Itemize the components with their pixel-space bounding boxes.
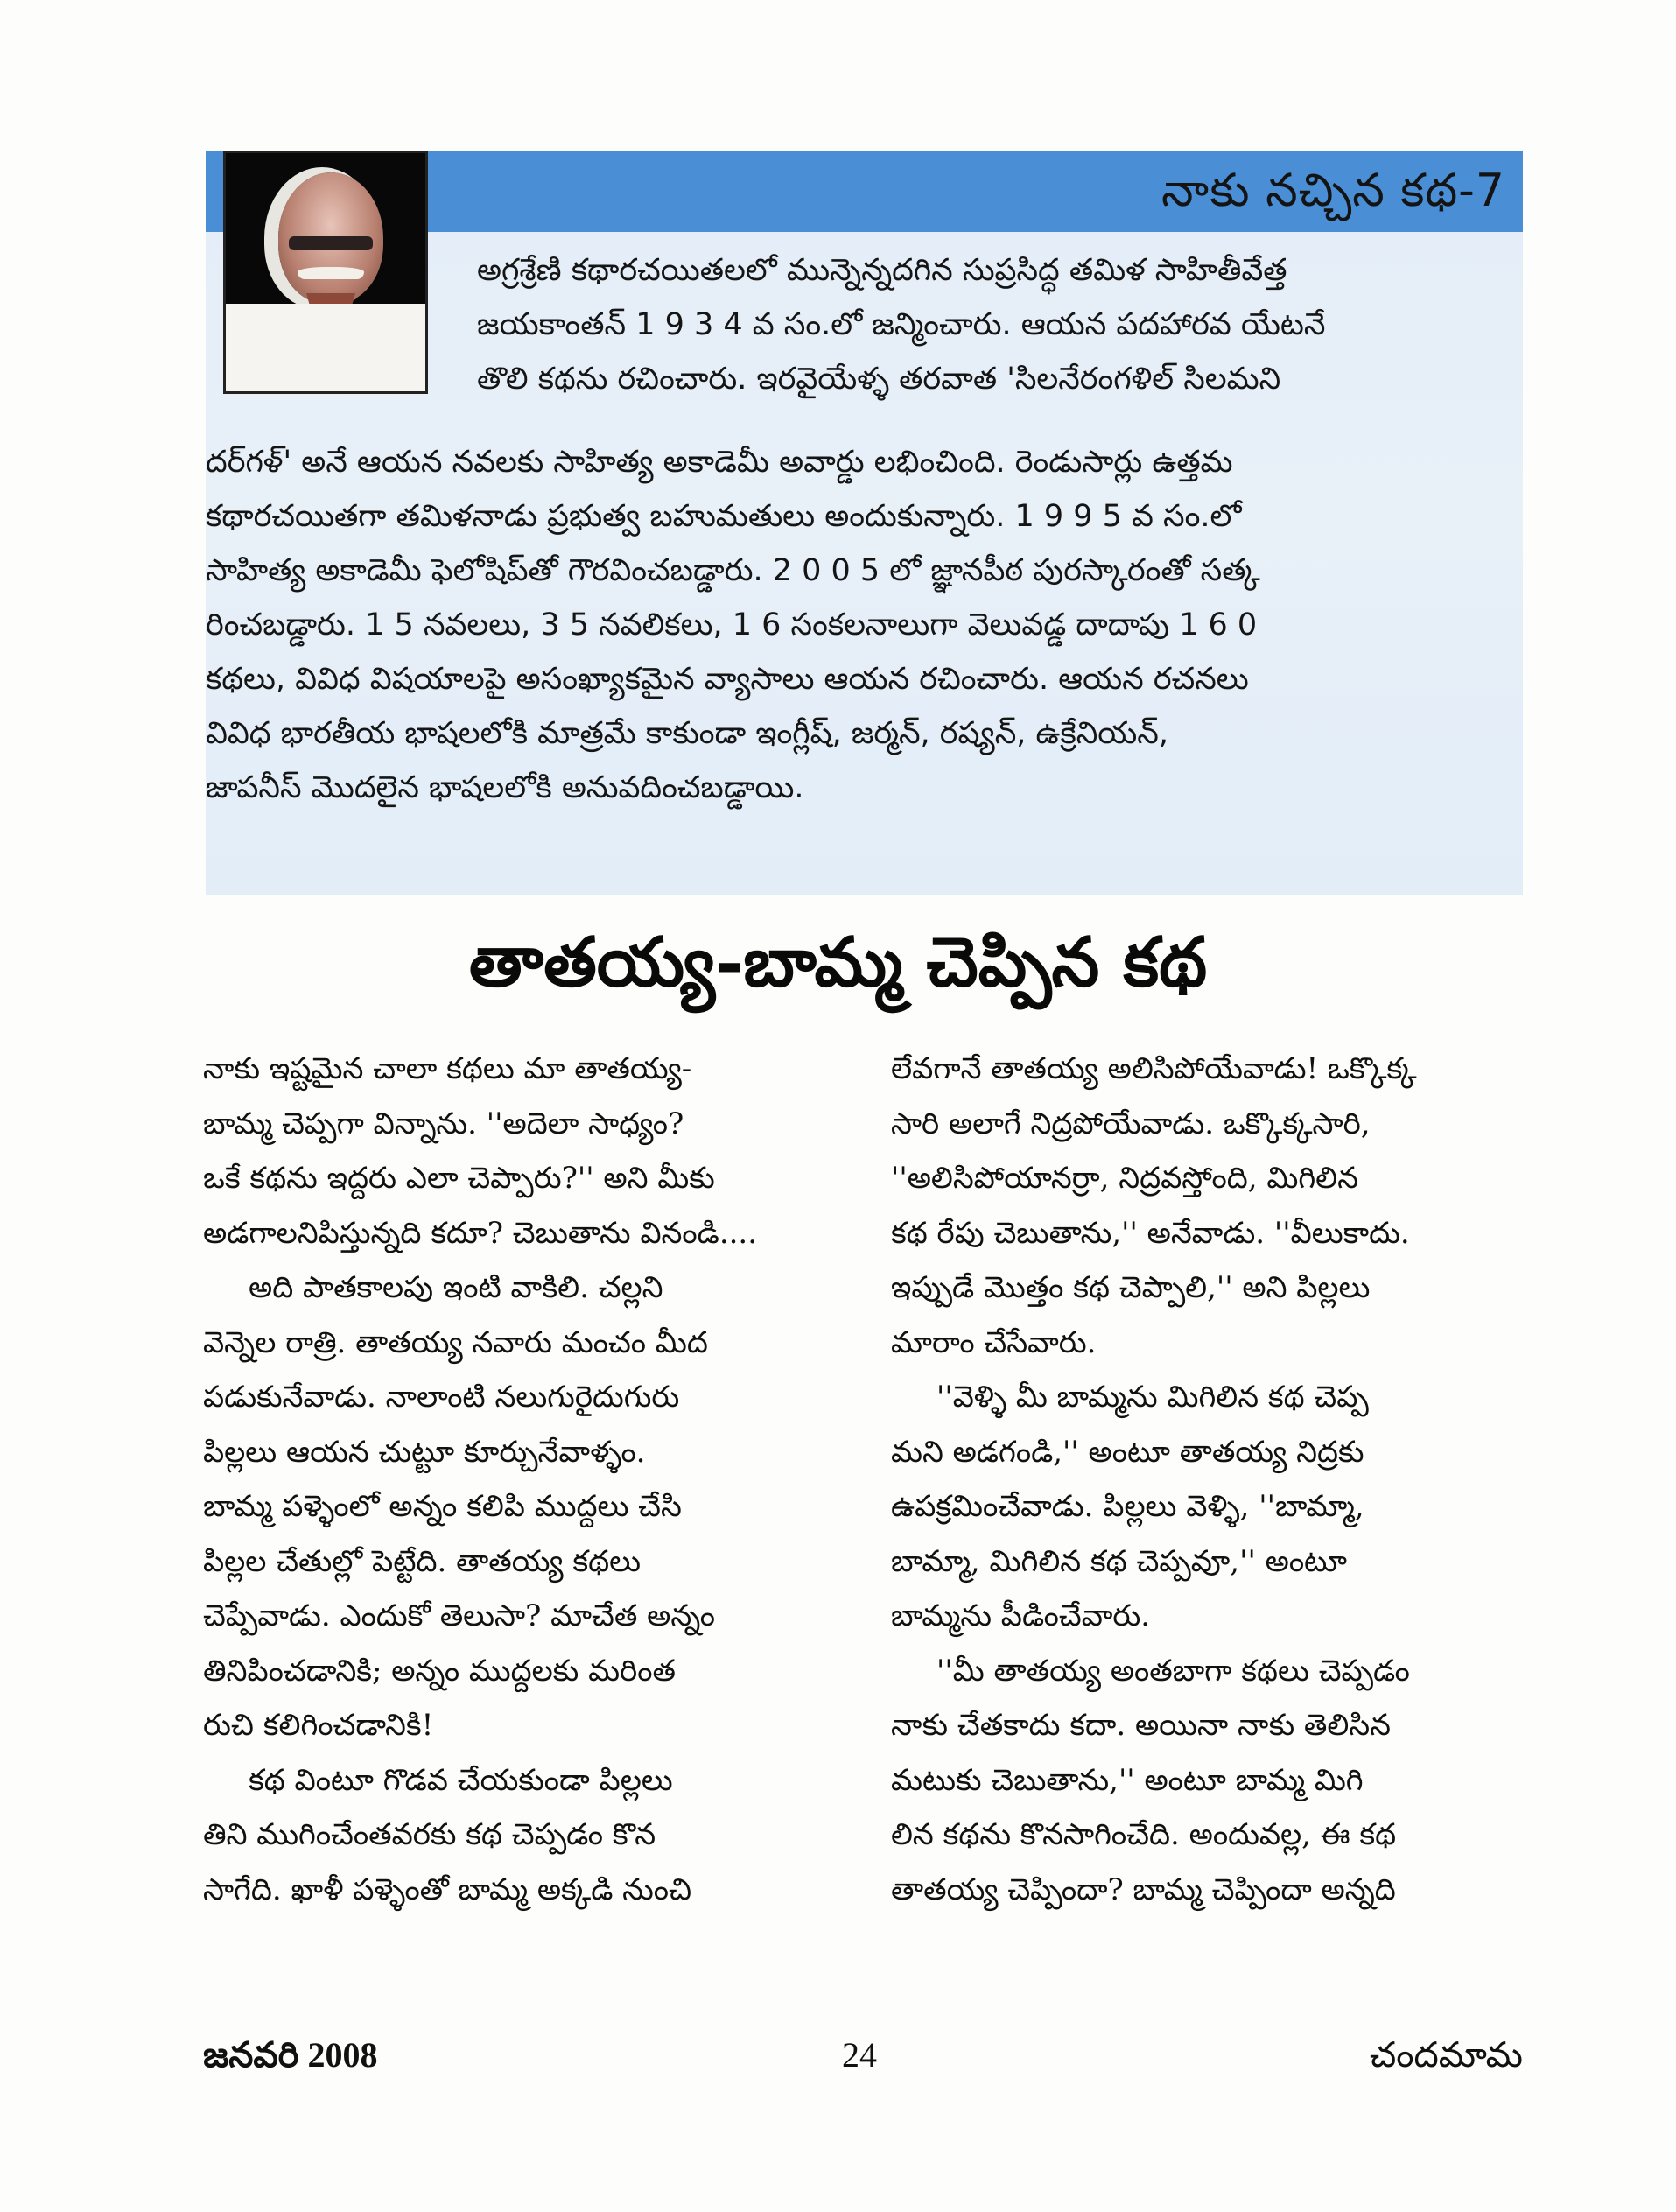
story-line: లేవగానే తాతయ్య అలిసిపోయేవాడు! ఒక్కొక్క	[891, 1051, 1417, 1086]
intro-line: కథారచయితగా తమిళనాడు ప్రభుత్వ బహుమతులు అందుకున్నారు. 1 9 9 5 వ సం.లో	[206, 499, 1242, 534]
author-photo-glasses	[289, 236, 373, 250]
story-line: ''వెళ్ళి మీ బామ్మను మిగిలిన కథ చెప్ప	[936, 1380, 1369, 1415]
story-line: కథ రేపు చెబుతాను,'' అనేవాడు. ''వీలుకాదు.	[891, 1215, 1410, 1251]
story-line: మారాం చేసేవారు.	[891, 1324, 1097, 1360]
footer-issue-date: జనవరి 2008	[203, 2035, 378, 2075]
story-line: మటుకు చెబుతాను,'' అంటూ బామ్మ మిగి	[891, 1762, 1364, 1798]
story-column-right	[891, 1042, 1534, 1917]
story-line: చెప్పేవాడు. ఎందుకో తెలుసా? మాచేత అన్నం	[203, 1598, 716, 1633]
story-line: మని అడగండి,'' అంటూ తాతయ్య నిద్రకు	[891, 1434, 1364, 1470]
intro-line: సాహిత్య అకాడెమీ ఫెలోషిప్‌తో గౌరవించబడ్డారు. 2 0 0 5 లో జ్ఞానపీఠ పురస్కారంతో సత్క	[206, 553, 1260, 588]
intro-line: తొలి కథను రచించారు. ఇరవైయేళ్ళ తరవాత 'సిలనేరంగళిల్ సిలమని	[477, 362, 1281, 397]
intro-line: వివిధ భారతీయ భాషలలోకి మాత్రమే కాకుండా ఇంగ్లీష్, జర్మన్, రష్యన్, ఉక్రేనియన్,	[206, 716, 1168, 751]
story-line: పిల్లల చేతుల్లో పెట్టేది. తాతయ్య కథలు	[203, 1543, 642, 1579]
story-line: వెన్నెల రాత్రి. తాతయ్య నవారు మంచం మీద	[203, 1324, 708, 1360]
intro-line: రించబడ్డారు. 1 5 నవలలు, 3 5 నవలికలు, 1 6 సంకలనాలుగా వెలువడ్డ దాదాపు 1 6 0	[206, 607, 1258, 643]
story-line: సాగేది. ఖాళీ పళ్ళెంతో బామ్మ అక్కడి నుంచి	[203, 1871, 692, 1907]
story-line: నాకు ఇష్టమైన చాలా కథలు మా తాతయ్య-	[203, 1051, 692, 1086]
intro-line: జయకాంతన్ 1 9 3 4 వ సం.లో జన్మించారు. ఆయన పదహారవ యేటనే	[477, 307, 1326, 342]
intro-text-top	[477, 243, 1325, 406]
story-line: బామ్మను పీడించేవారు.	[891, 1598, 1151, 1633]
story-line: ఒకే కథను ఇద్దరు ఎలా చెప్పారు?'' అని మీకు	[203, 1161, 715, 1196]
story-line: తాతయ్య చెప్పిందా? బామ్మ చెప్పిందా అన్నది	[891, 1871, 1396, 1907]
intro-line: కథలు, వివిధ విషయాలపై అసంఖ్యాకమైన వ్యాసాలు ఆయన రచించారు. ఆయన రచనలు	[206, 662, 1249, 697]
story-line: రుచి కలిగించడానికి!	[203, 1708, 434, 1743]
story-column-left	[203, 1042, 846, 1917]
story-line: తిని ముగించేంతవరకు కథ చెప్పడం కొన	[203, 1817, 656, 1852]
footer-page-number: 24	[842, 2035, 877, 2075]
story-line: ఇప్పుడే మొత్తం కథ చెప్పాలి,'' అని పిల్లలు	[891, 1270, 1371, 1305]
author-photo	[223, 151, 428, 394]
author-photo-mustache	[298, 267, 364, 279]
author-photo-shirt	[226, 304, 425, 391]
story-line: అడగాలనిపిస్తున్నది కదూ? చెబుతాను వినండి....	[203, 1215, 758, 1251]
story-line: బామ్మా, మిగిలిన కథ చెప్పవూ,'' అంటూ	[891, 1543, 1348, 1579]
intro-line: జాపనీస్ మొదలైన భాషలలోకి అనువదించబడ్డాయి.	[206, 770, 804, 805]
story-line: ''మీ తాతయ్య అంతబాగా కథలు చెప్పడం	[936, 1653, 1410, 1689]
intro-text-full	[206, 435, 1260, 815]
story-line: ఉపక్రమించేవాడు. పిల్లలు వెళ్ళి, ''బామ్మా,	[891, 1489, 1364, 1524]
story-line: ''అలిసిపోయానర్రా, నిద్రవస్తోంది, మిగిలిన	[891, 1161, 1358, 1196]
story-line: లిన కథను కొనసాగించేది. అందువల్ల, ఈ కథ	[891, 1817, 1397, 1852]
story-line: పడుకునేవాడు. నాలాంటి నలుగురైదుగురు	[203, 1380, 680, 1415]
footer-magazine-name: చందమామ	[1369, 2035, 1523, 2075]
series-title: నాకు నచ్చిన కథ-7	[1161, 165, 1505, 217]
story-line: బామ్మ పళ్ళెంలో అన్నం కలిపి ముద్దలు చేసి	[203, 1489, 682, 1524]
story-line: బామ్మ చెప్పగా విన్నాను. ''అదెలా సాధ్యం?	[203, 1106, 684, 1141]
story-line: కథ వింటూ గొడవ చేయకుండా పిల్లలు	[249, 1762, 673, 1798]
story-line: నాకు చేతకాదు కదా. అయినా నాకు తెలిసిన	[891, 1708, 1392, 1743]
intro-line: దర్‌గళ్' అనే ఆయన నవలకు సాహిత్య అకాడెమీ అవార్డు లభించింది. రెండుసార్లు ఉత్తమ	[206, 445, 1233, 480]
story-line: తినిపించడానికి; అన్నం ముద్దలకు మరింత	[203, 1653, 676, 1689]
story-line: సారి అలాగే నిద్రపోయేవాడు. ఒక్కొక్కసారి,	[891, 1106, 1371, 1141]
intro-line: అగ్రశ్రేణి కథారచయితలలో మున్నెన్నదగిన సుప్రసిద్ధ తమిళ సాహితీవేత్త	[477, 253, 1287, 288]
story-title: తాతయ్య-బామ్మ చెప్పిన కథ	[468, 923, 1208, 1002]
story-line: అది పాతకాలపు ఇంటి వాకిలి. చల్లని	[249, 1270, 663, 1305]
story-line: పిల్లలు ఆయన చుట్టూ కూర్చునేవాళ్ళం.	[203, 1434, 646, 1470]
